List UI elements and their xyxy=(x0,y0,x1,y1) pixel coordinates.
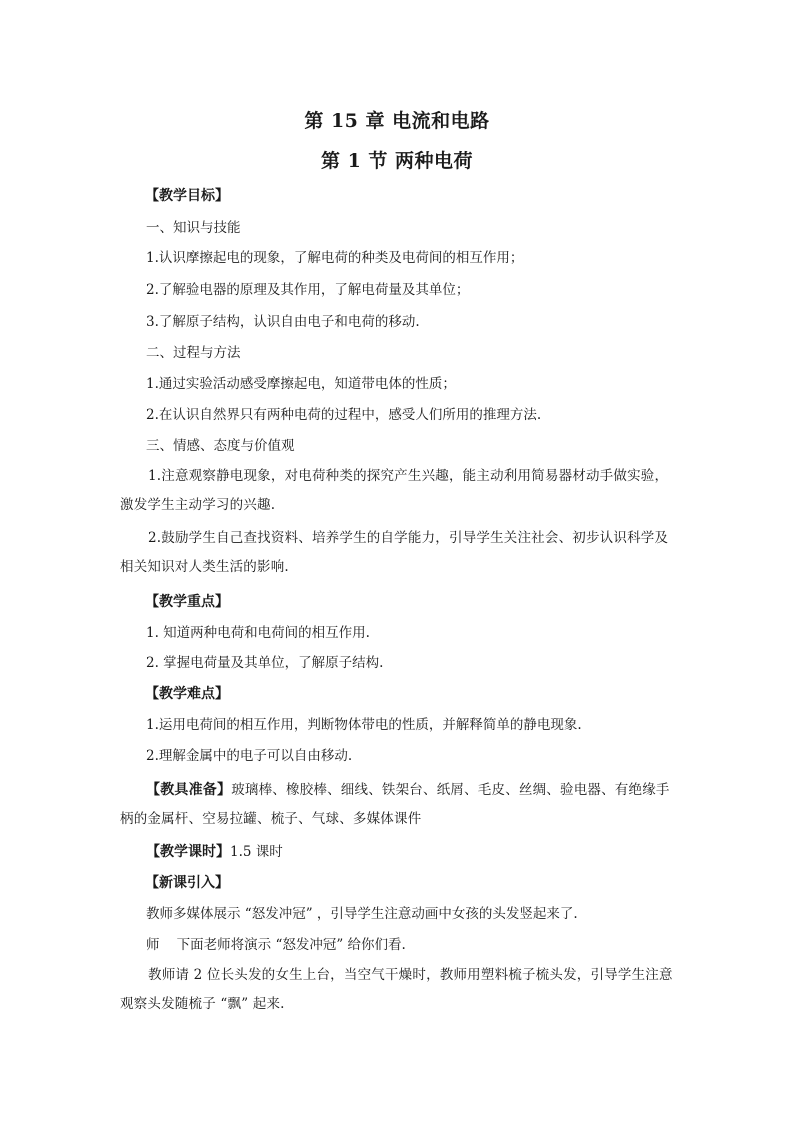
key-points-heading: 【教学重点】 xyxy=(145,594,229,610)
key-point-2: 2. 掌握电荷量及其单位，了解原子结构. xyxy=(146,655,384,671)
process-item-2: 2.在认识自然界只有两种电荷的过程中，感受人们所用的推理方法. xyxy=(146,407,542,423)
process-item-1: 1.通过实验活动感受摩擦起电，知道带电体的性质； xyxy=(146,376,456,392)
difficulties-heading: 【教学难点】 xyxy=(145,686,229,702)
attitude-heading: 三、情感、态度与价值观 xyxy=(146,438,295,454)
process-heading: 二、过程与方法 xyxy=(146,345,241,361)
difficulty-2: 2.理解金属中的电子可以自由移动. xyxy=(146,748,353,764)
attitude-item-1: 1.注意观察静电现象，对电荷种类的探究产生兴趣，能主动利用简易器材动手做实验，激发学生主动学习的兴趣. xyxy=(120,468,669,513)
section-title: 第 1 节 两种电荷 xyxy=(320,150,474,172)
chapter-title: 第 15 章 电流和电路 xyxy=(304,110,490,132)
key-point-1: 1. 知道两种电荷和电荷间的相互作用. xyxy=(146,625,370,641)
equipment-paragraph xyxy=(120,776,680,834)
knowledge-heading: 一、知识与技能 xyxy=(146,220,241,236)
difficulty-1: 1.运用电荷间的相互作用，判断物体带电的性质，并解释简单的静电现象. xyxy=(146,717,582,733)
attitude-item-2: 2.鼓励学生自己查找资料、培养学生的自学能力，引导学生关注社会、初步认识科学及相关知识对人类生活的影响. xyxy=(120,530,669,575)
periods-heading: 【教学课时】 xyxy=(146,844,230,860)
equipment-heading: 【教具准备】 xyxy=(146,782,232,798)
intro-paragraph-1: 教师多媒体展示 “怒发冲冠” ，引导学生注意动画中女孩的头发竖起来了. xyxy=(146,906,578,922)
knowledge-item-3: 3.了解原子结构，认识自由电子和电荷的移动. xyxy=(146,314,420,330)
intro-paragraph-3: 教师请 2 位长头发的女生上台，当空气干燥时，教师用塑料梳子梳头发，引导学生注意观察头发随梳子 “飘” 起来. xyxy=(120,967,673,1012)
periods-text: 1.5 课时 xyxy=(230,844,283,860)
objectives-heading: 【教学目标】 xyxy=(145,188,229,204)
knowledge-item-2: 2.了解验电器的原理及其作用，了解电荷量及其单位； xyxy=(146,282,470,298)
equipment-text: 玻璃棒、橡胶棒、细线、铁架台、纸屑、毛皮、丝绸、验电器、有绝缘手柄的金属杆、空易拉罐、梳子、气球、多媒体课件 xyxy=(120,782,670,827)
intro-heading: 【新课引入】 xyxy=(145,875,229,891)
periods-line xyxy=(146,842,283,862)
knowledge-item-1: 1.认识摩擦起电的现象，了解电荷的种类及电荷间的相互作用； xyxy=(146,250,524,266)
intro-paragraph-2: 师 下面老师将演示 “怒发冲冠” 给你们看. xyxy=(146,937,406,953)
